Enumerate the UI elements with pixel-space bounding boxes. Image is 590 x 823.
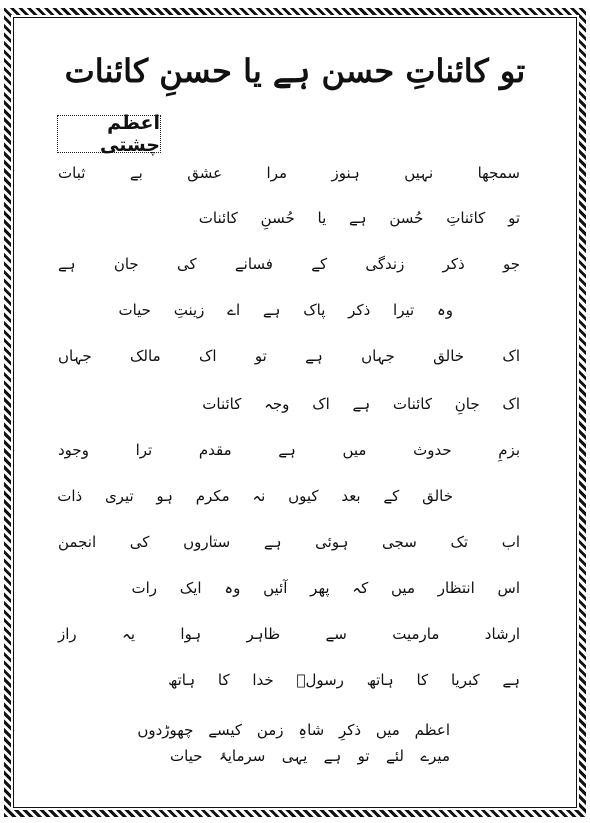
author-name-box — [57, 112, 161, 156]
poem-line-8: خالق کے بعد کیوں نہ مکرم ہو تیری ذات — [57, 487, 453, 505]
poem-line-5: اک خالق جہاں ہے تو اک مالک جہاں — [58, 347, 520, 365]
poem-line-3: جو ذکر زندگی کے فسانے کی جان ہے — [58, 255, 520, 273]
author-name: اعظم چشتی — [99, 112, 160, 156]
poem-line-11: ارشاد مارمیت سے ظاہر ہوا یہ راز — [58, 625, 520, 643]
poem-line-12: ہے کبریا کا ہاتھ رسولؐ خدا کا ہاتھ — [168, 671, 520, 689]
closing-line-2: میرے لئے تو ہے یہی سرمایۂ حیات — [170, 747, 450, 765]
poem-title: تو کائناتِ حسن ہے یا حسنِ کائنات — [64, 52, 526, 90]
poem-line-4: وہ تیرا ذکر پاک ہے اے زینتِ حیات — [118, 301, 453, 319]
poem-line-10: اس انتظار میں کہ پھر آئیں وہ ایک رات — [131, 579, 520, 597]
poem-line-1: سمجھا نہیں ہنوز مرا عشق بے ثبات — [58, 164, 520, 182]
poem-line-2: تو کائناتِ حُسن ہے یا حُسنِ کائنات — [198, 209, 520, 227]
poem-line-7: بزمِ حدوث میں ہے مقدم ترا وجود — [58, 441, 520, 459]
closing-line-1: اعظم میں ذکرِ شاہِ زمن کیسے چھوڑدوں — [137, 721, 450, 739]
poem-line-6: اک جانِ کائنات ہے اک وجہ کائنات — [202, 395, 520, 413]
poem-line-9: اب تک سجی ہوئی ہے ستاروں کی انجمن — [58, 533, 520, 551]
